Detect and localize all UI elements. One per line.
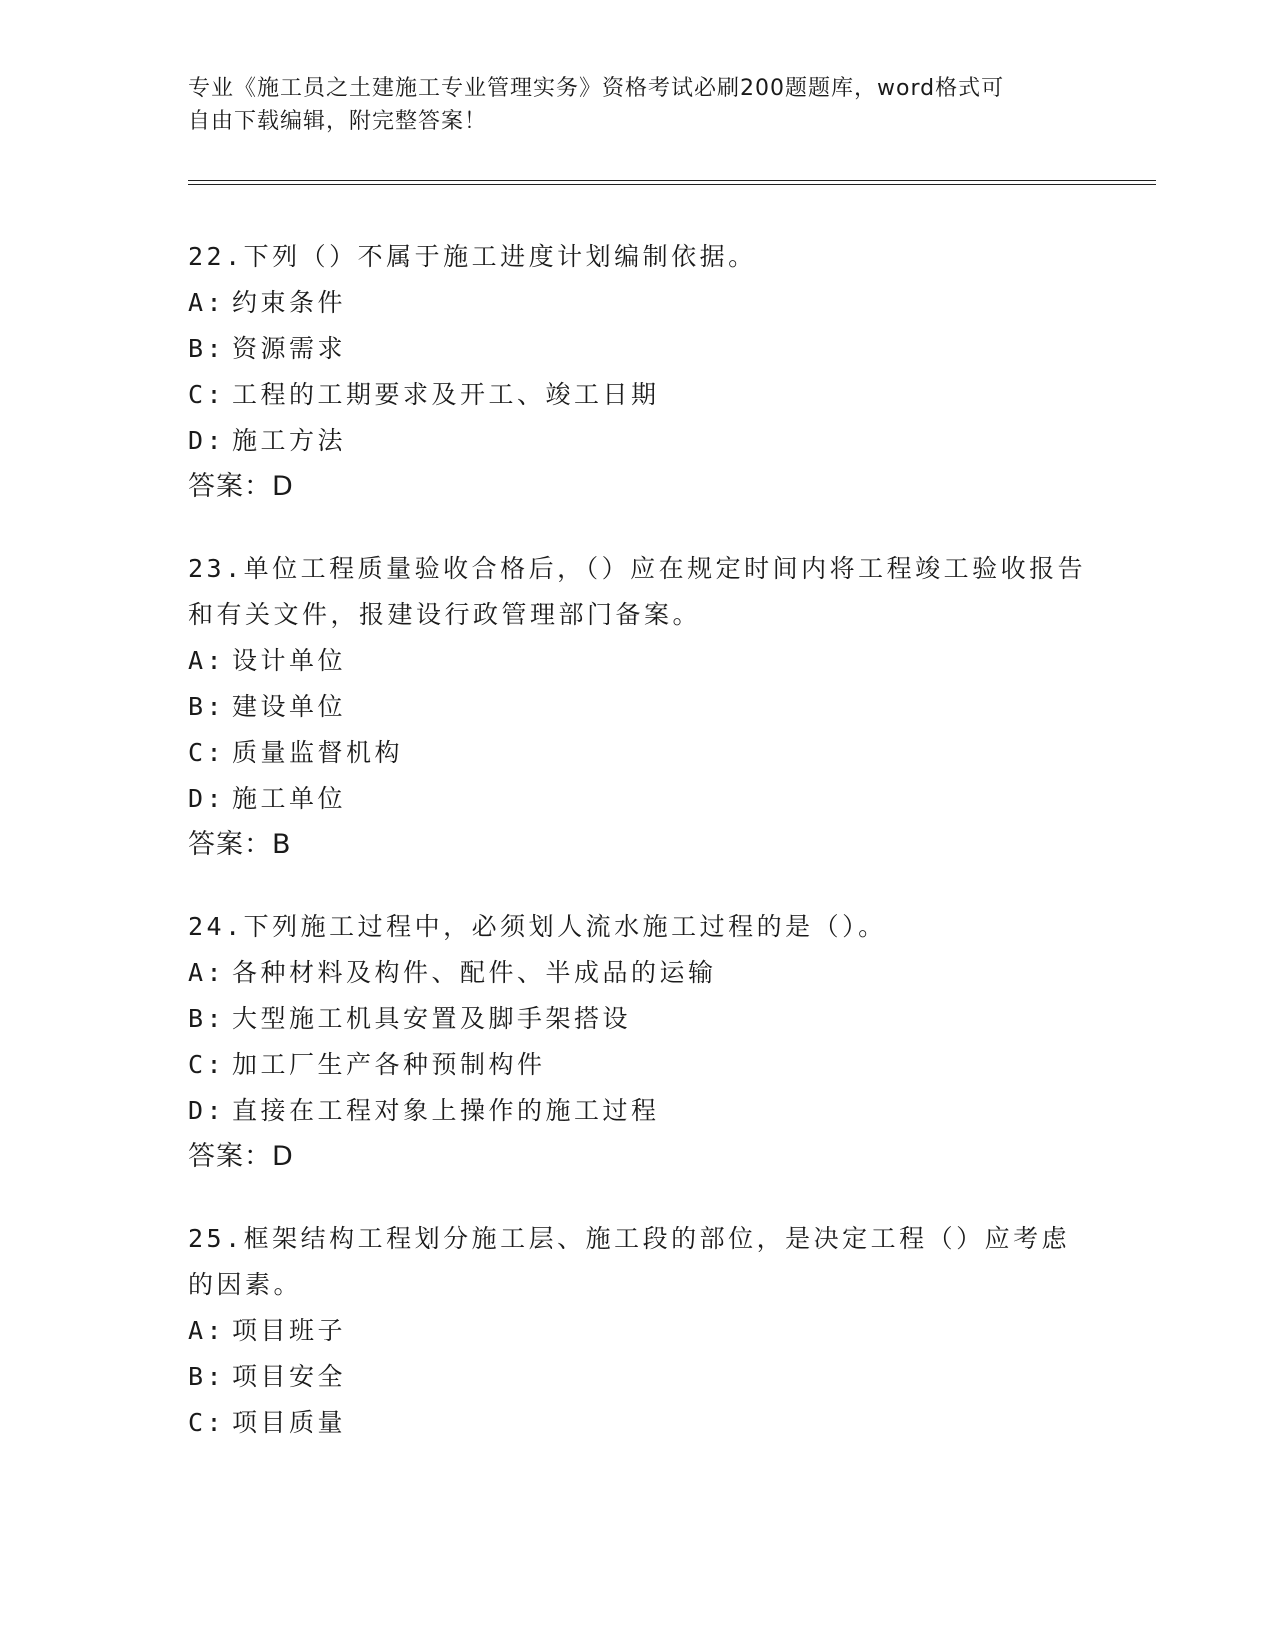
option-a <box>188 1308 1088 1354</box>
option-b <box>188 326 1088 372</box>
option-text: 各种材料及构件、配件、半成品的运输 <box>232 958 717 987</box>
option-text: 工程的工期要求及开工、竣工日期 <box>232 380 660 409</box>
option-letter: C: <box>188 738 226 767</box>
question-22 <box>188 234 1088 510</box>
answer-line: 答案：D <box>188 471 294 502</box>
question-stem: 25.框架结构工程划分施工层、施工段的部位，是决定工程（）应考虑的因素。 <box>188 1224 1071 1299</box>
option-d <box>188 418 1088 464</box>
option-letter: B: <box>188 692 226 721</box>
option-text: 施工单位 <box>232 784 347 813</box>
option-letter: B: <box>188 334 226 363</box>
option-text: 大型施工机具安置及脚手架搭设 <box>232 1004 632 1033</box>
option-a <box>188 280 1088 326</box>
option-text: 项目质量 <box>232 1408 347 1437</box>
option-text: 建设单位 <box>232 692 347 721</box>
option-letter: B: <box>188 1004 226 1033</box>
option-letter: A: <box>188 288 226 317</box>
option-d <box>188 776 1088 822</box>
option-text: 设计单位 <box>232 646 347 675</box>
question-24 <box>188 904 1088 1180</box>
option-text: 项目班子 <box>232 1316 347 1345</box>
option-letter: D: <box>188 1096 226 1125</box>
option-letter: A: <box>188 646 226 675</box>
answer-line: 答案：D <box>188 1141 294 1172</box>
question-stem: 22.下列（）不属于施工进度计划编制依据。 <box>188 242 757 271</box>
question-list <box>188 234 1088 1482</box>
question-stem: 24.下列施工过程中，必须划人流水施工过程的是（）。 <box>188 912 887 941</box>
header-line-1: 专业《施工员之土建施工专业管理实务》资格考试必刷200题题库，word格式可 <box>188 76 1005 101</box>
answer-line: 答案：B <box>188 829 292 860</box>
option-letter: B: <box>188 1362 226 1391</box>
option-b <box>188 1354 1088 1400</box>
option-text: 加工厂生产各种预制构件 <box>232 1050 546 1079</box>
option-c <box>188 730 1088 776</box>
option-text: 资源需求 <box>232 334 347 363</box>
question-25 <box>188 1216 1088 1446</box>
option-c <box>188 1042 1088 1088</box>
question-23 <box>188 546 1088 868</box>
option-a <box>188 950 1088 996</box>
option-letter: D: <box>188 784 226 813</box>
option-letter: A: <box>188 1316 226 1345</box>
option-text: 约束条件 <box>232 288 347 317</box>
option-letter: D: <box>188 426 226 455</box>
option-a <box>188 638 1088 684</box>
option-d <box>188 1088 1088 1134</box>
question-stem: 23.单位工程质量验收合格后，（）应在规定时间内将工程竣工验收报告和有关文件，报建设行政管理部门备案。 <box>188 554 1087 629</box>
option-b <box>188 996 1088 1042</box>
option-letter: C: <box>188 1050 226 1079</box>
option-text: 直接在工程对象上操作的施工过程 <box>232 1096 660 1125</box>
option-letter: A: <box>188 958 226 987</box>
option-b <box>188 684 1088 730</box>
option-text: 质量监督机构 <box>232 738 404 767</box>
option-text: 项目安全 <box>232 1362 347 1391</box>
header-divider <box>188 180 1156 185</box>
option-letter: C: <box>188 1408 226 1437</box>
option-c <box>188 372 1088 418</box>
option-letter: C: <box>188 380 226 409</box>
header-line-2: 自由下载编辑，附完整答案！ <box>188 109 488 134</box>
option-text: 施工方法 <box>232 426 347 455</box>
document-header <box>188 72 1088 138</box>
option-c <box>188 1400 1088 1446</box>
